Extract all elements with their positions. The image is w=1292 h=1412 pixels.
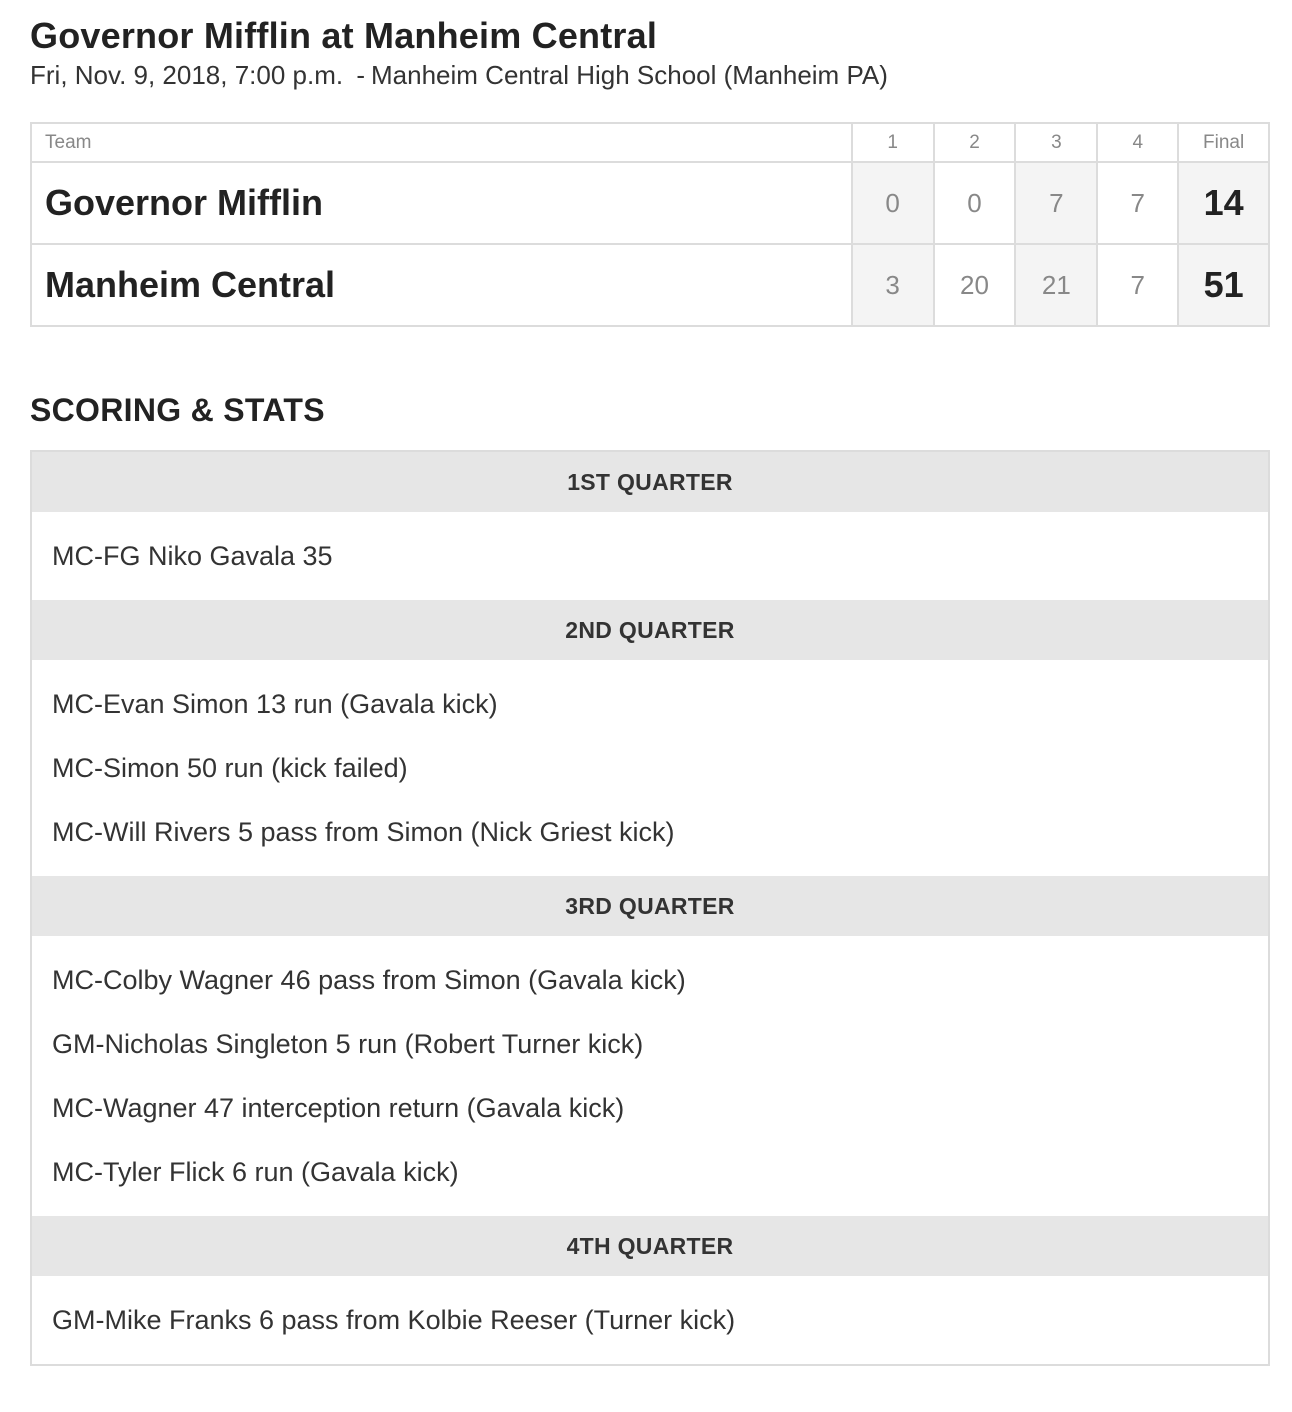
header-q3: 3 <box>1014 124 1096 161</box>
quarter-plays <box>32 512 1268 600</box>
scoreboard-row-away <box>32 161 1268 243</box>
header-q2: 2 <box>933 124 1015 161</box>
game-datetime: Fri, Nov. 9, 2018, 7:00 p.m. <box>30 60 344 90</box>
quarter-header: 4TH QUARTER <box>32 1216 1268 1276</box>
section-title: SCORING & STATS <box>30 392 325 428</box>
scoreboard-table <box>30 122 1270 327</box>
score-final: 51 <box>1177 245 1268 325</box>
score-q1: 0 <box>851 163 933 243</box>
score-q4: 7 <box>1096 245 1177 325</box>
scoreboard-header-row <box>32 124 1268 161</box>
quarter-plays <box>32 1276 1268 1364</box>
scoring-play: MC-FG Niko Gavala 35 <box>52 540 333 571</box>
score-q3: 21 <box>1014 245 1096 325</box>
scoring-summary <box>30 450 1270 1366</box>
header-q4: 4 <box>1096 124 1177 161</box>
scoring-play: MC-Tyler Flick 6 run (Gavala kick) <box>52 1156 459 1187</box>
team-name: Governor Mifflin <box>45 182 323 223</box>
scoring-play: GM-Nicholas Singleton 5 run (Robert Turner kick) <box>52 1028 644 1059</box>
quarter-header: 3RD QUARTER <box>32 876 1268 936</box>
score-q2: 20 <box>933 245 1015 325</box>
scoring-play: MC-Colby Wagner 46 pass from Simon (Gavala kick) <box>52 964 686 995</box>
score-q4: 7 <box>1096 163 1177 243</box>
quarter-plays <box>32 660 1268 876</box>
game-page <box>30 14 1270 1335</box>
scoring-play: MC-Will Rivers 5 pass from Simon (Nick Griest kick) <box>52 816 675 847</box>
quarter-header: 2ND QUARTER <box>32 600 1268 660</box>
team-name: Manheim Central <box>45 264 336 305</box>
game-meta <box>30 58 1270 92</box>
meta-separator: - <box>356 60 366 90</box>
score-q2: 0 <box>933 163 1015 243</box>
header-q1: 1 <box>851 124 933 161</box>
game-venue: Manheim Central High School (Manheim PA) <box>371 60 888 90</box>
header-team: Team <box>45 131 92 153</box>
score-final: 14 <box>1177 163 1268 243</box>
quarter-header: 1ST QUARTER <box>32 452 1268 512</box>
quarter-plays <box>32 936 1268 1216</box>
header-final: Final <box>1177 124 1268 161</box>
scoring-play: MC-Evan Simon 13 run (Gavala kick) <box>52 688 498 719</box>
scoring-play: MC-Simon 50 run (kick failed) <box>52 752 408 783</box>
scoreboard-row-home <box>32 243 1268 325</box>
score-q3: 7 <box>1014 163 1096 243</box>
scoring-play: MC-Wagner 47 interception return (Gavala kick) <box>52 1092 625 1123</box>
score-q1: 3 <box>851 245 933 325</box>
page-title: Governor Mifflin at Manheim Central <box>30 15 658 56</box>
scoring-play: GM-Mike Franks 6 pass from Kolbie Reeser (Turner kick) <box>52 1304 736 1335</box>
